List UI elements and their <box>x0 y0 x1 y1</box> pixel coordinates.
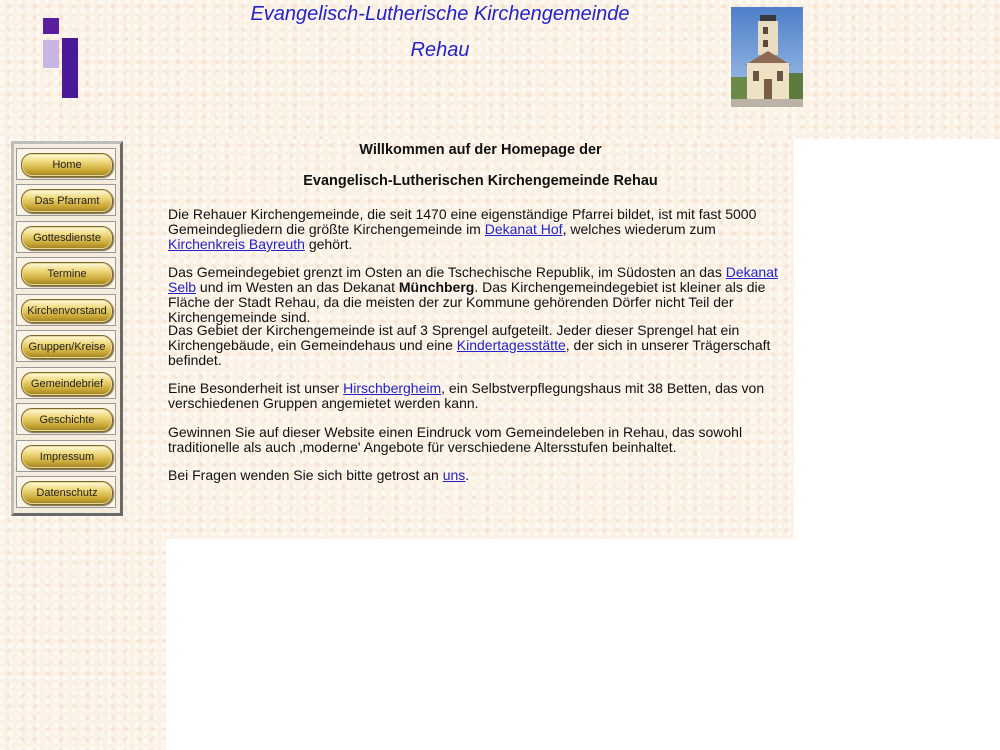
territory-text-3: . Das Kirchengemeindegebiet ist kleiner als die Fläche der Stadt Rehau, da die meisten der zur Kommune gehörenden Dörfer nicht Teil der Kirchengemeinde sind. <box>168 279 766 325</box>
kindertagesstaette-link[interactable]: Kindertagesstätte <box>456 337 566 353</box>
dekanat-selb-link[interactable]: Dekanat Selb <box>168 264 778 295</box>
nav-cell-gruppen-kreise <box>16 330 116 362</box>
hirschbergheim-paragraph <box>168 381 793 411</box>
nav-cell-gemeindebrief <box>16 367 116 399</box>
nav-button-termine[interactable]: Termine <box>21 262 113 286</box>
nav-cell-impressum <box>16 440 116 472</box>
impression-text: Gewinnen Sie auf dieser Website einen Eindruck vom Gemeindeleben in Rehau, das sowohl traditionelle als auch ‚moderne' Angebote für verschiedene Altersstufen beinhaltet. <box>168 424 743 455</box>
sprengel-paragraph <box>168 323 793 368</box>
nav-button-home[interactable]: Home <box>21 153 113 177</box>
territory-text-1: Das Gemeindegebiet grenzt im Osten an die Tschechische Republik, im Südosten an das <box>168 264 726 280</box>
nav-button-gruppen-kreise[interactable]: Gruppen/Kreise <box>21 335 113 359</box>
contact-text-2: . <box>465 467 470 483</box>
intro-paragraph <box>168 207 793 252</box>
sprengel-text-2: , der sich in unserer Trägerschaft befindet. <box>168 337 771 368</box>
hirschbergheim-link[interactable]: Hirschbergheim <box>343 380 442 396</box>
nav-cell-home <box>16 148 116 180</box>
kirchenkreis-bayreuth-link[interactable]: Kirchenkreis Bayreuth <box>168 236 305 252</box>
intro-text-1: Die Rehauer Kirchengemeinde, die seit 1470 eine eigenständige Pfarrei bildet, ist mit fast 5000 Gemeindegliedern die größte Kirchengemeinde im <box>168 206 757 237</box>
muenchberg-bold: Münchberg <box>398 279 475 295</box>
territory-text-2: und im Westen an das Dekanat <box>196 279 399 295</box>
nav-cell-geschichte <box>16 403 116 435</box>
nav-cell-datenschutz <box>16 476 116 508</box>
nav-button-impressum[interactable]: Impressum <box>21 445 113 469</box>
nav-cell-termine <box>16 257 116 289</box>
nav-button-datenschutz[interactable]: Datenschutz <box>21 481 113 505</box>
welcome-heading: Willkommen auf der Homepage der <box>359 142 602 158</box>
nav-cell-kirchenvorstand <box>16 294 116 326</box>
dekanat-hof-link[interactable]: Dekanat Hof <box>484 221 563 237</box>
welcome-subheading: Evangelisch-Lutherischen Kirchengemeinde Rehau <box>303 173 658 189</box>
church-photo <box>731 7 803 107</box>
hirschbergheim-text-1: Eine Besonderheit ist unser <box>168 380 344 396</box>
nav-button-geschichte[interactable]: Geschichte <box>21 408 113 432</box>
nav-button-gemeindebrief[interactable]: Gemeindebrief <box>21 372 113 396</box>
site-logo <box>43 18 79 98</box>
hirschbergheim-text-2: , ein Selbstverpflegungshaus mit 38 Betten, das von verschiedenen Gruppen angemietet werden kann. <box>168 380 765 411</box>
nav-button-kirchenvorstand[interactable]: Kirchenvorstand <box>21 299 113 323</box>
main-navigation <box>11 141 123 516</box>
site-title: Evangelisch-Lutherische Kirchengemeinde <box>250 3 630 25</box>
site-subtitle-town: Rehau <box>410 39 470 61</box>
contact-us-link[interactable]: uns <box>442 467 466 483</box>
nav-button-pfarramt[interactable]: Das Pfarramt <box>21 189 113 213</box>
nav-button-gottesdienste[interactable]: Gottesdienste <box>21 226 113 250</box>
contact-paragraph <box>168 468 793 483</box>
sprengel-text-1: Das Gebiet der Kirchengemeinde ist auf 3 Sprengel aufgeteilt. Jeder dieser Sprengel hat ein Kirchengebäude, ein Gemeindehaus und eine <box>168 322 740 353</box>
contact-text-1: Bei Fragen wenden Sie sich bitte getrost an <box>168 467 443 483</box>
territory-paragraph <box>168 265 793 325</box>
nav-cell-pfarramt <box>16 184 116 216</box>
intro-text-3: gehört. <box>304 236 353 252</box>
nav-cell-gottesdienste <box>16 221 116 253</box>
impression-paragraph <box>168 425 793 455</box>
intro-text-2: , welches wiederum zum <box>562 221 716 237</box>
